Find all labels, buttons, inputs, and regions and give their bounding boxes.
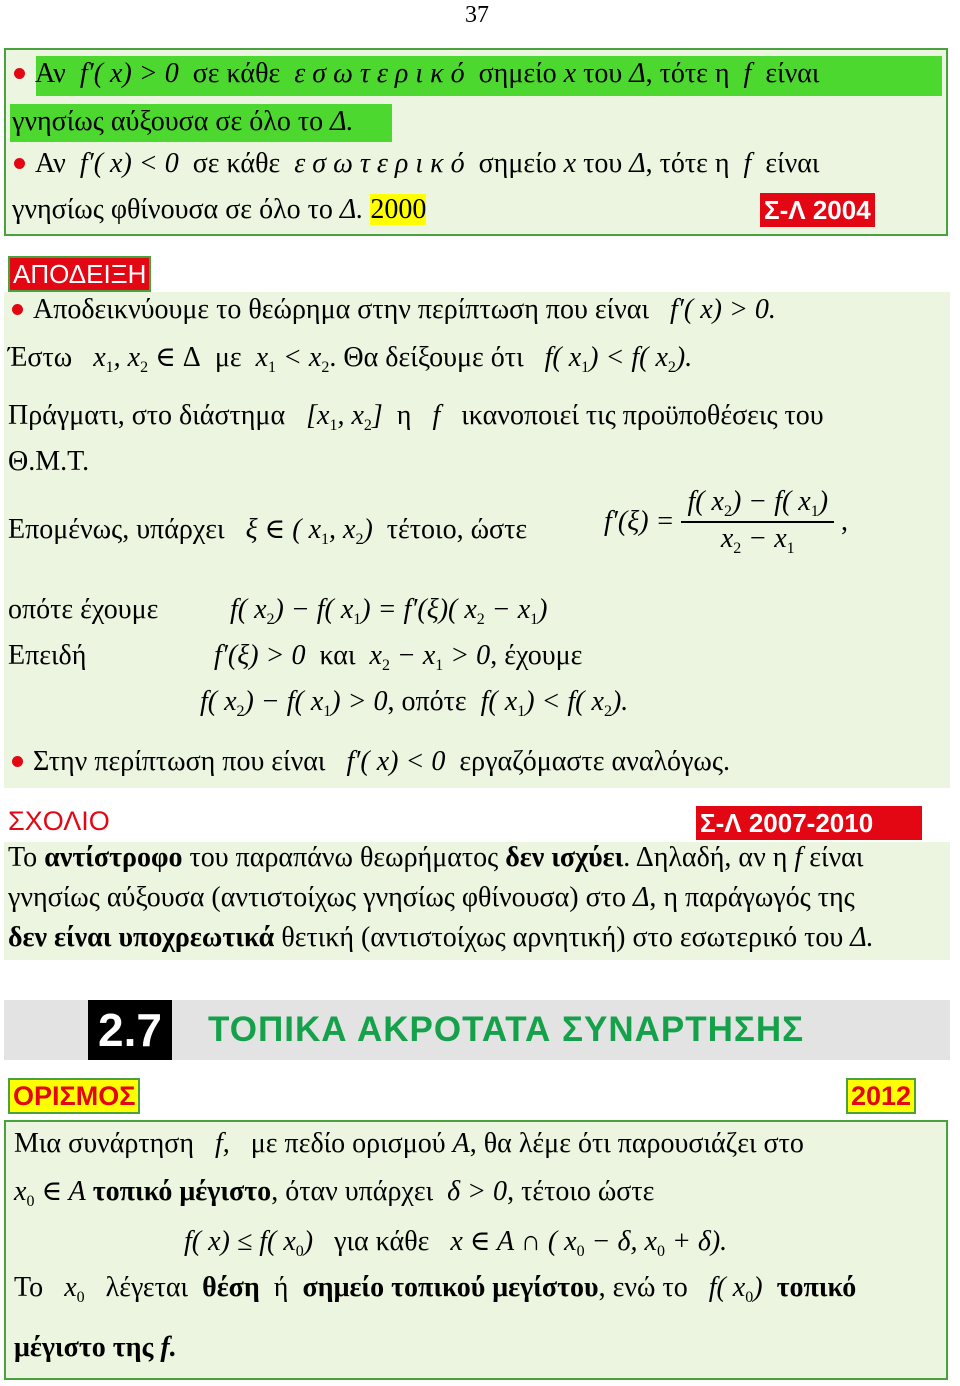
definition-line-4	[14, 1272, 856, 1307]
text: γνησίως αύξουσα (αντιστοίχως γνησίως φθίνουσα) στο	[8, 882, 626, 913]
formula: [$x_1$, $x_2$]	[306, 400, 383, 434]
text: Επειδή	[8, 640, 87, 671]
text: , όταν υπάρχει	[271, 1176, 434, 1207]
proof-line-2: Έστω $x_1$, $x_2$ ∈ Δ με $x_1 < x_2$. Θα δείξουμε ότι f( $x_1) < f$( $x_2$).	[8, 342, 693, 376]
text: σε κάθε	[192, 148, 281, 179]
formula: δ > 0	[447, 1176, 508, 1207]
bullet-icon	[12, 756, 23, 767]
text: είναι	[809, 842, 864, 873]
text-bold: δεν είναι υποχρεωτικά	[8, 922, 275, 953]
text-bold: σημείο τοπικού μεγίστου	[302, 1272, 599, 1303]
theorem-item-1	[14, 58, 819, 90]
var-delta: Δ.	[339, 194, 364, 225]
proof-line-6	[8, 594, 158, 626]
year-badge: 2000	[370, 194, 427, 225]
text: , τότε η	[645, 58, 730, 89]
text: Επομένως, υπάρχει	[8, 514, 225, 545]
section-title: ΤΟΠΙΚΑ ΑΚΡΟΤΑΤΑ ΣΥΝΑΡΤΗΣΗΣ	[208, 1010, 805, 1049]
text: Αποδεικνύουμε το θεώρημα στην περίπτωση που είναι	[33, 294, 650, 325]
text: Το	[14, 1272, 44, 1303]
text: Μια συνάρτηση	[14, 1128, 194, 1159]
var-A: Α	[452, 1128, 470, 1159]
text: του παραπάνω θεωρήματος	[189, 842, 499, 873]
text: , τέτοιο ώστε	[507, 1176, 655, 1207]
text: σημείο	[478, 148, 557, 179]
text-bold: δεν ισχύει	[505, 842, 624, 873]
formula: x ∈ A ∩ ( $x_0 - \delta$, $x_0 + \delta$).	[450, 1226, 728, 1260]
theorem-item-1-line2	[12, 106, 354, 138]
formula: f′( x) > 0.	[670, 294, 776, 325]
text: , ενώ το	[598, 1272, 688, 1303]
var-f: f	[743, 58, 752, 89]
formula: f( $x_0$)	[708, 1272, 763, 1306]
formula: ξ ∈ ( $x_1$, $x_2$)	[245, 514, 373, 548]
text: και	[319, 640, 356, 671]
definition-line-3	[184, 1224, 727, 1261]
text-bold: μέγιστο της	[14, 1332, 154, 1363]
proof-line-3	[8, 400, 824, 435]
bullet-icon	[14, 68, 25, 79]
fraction: $\frac{f( x_2) - f( x_1)}{x_2 - x_1}$	[681, 486, 834, 558]
text: ή	[273, 1272, 289, 1303]
text: θετική (αντιστοίχως αρνητική) στο εσωτερικό του	[281, 922, 844, 953]
var-delta: Δ	[629, 148, 646, 179]
formula: f′( x) < 0	[346, 746, 446, 777]
proof-line-4: Θ.Μ.Τ.	[8, 446, 90, 477]
formula-line-7: f′(ξ) > 0 και $x_2 - x_1 > 0$, έχουμε	[214, 640, 583, 674]
text-inner: ε σ ω τ ε ρ ι κ ό	[294, 58, 465, 89]
text: , έχουμε	[490, 640, 583, 671]
formula: f( x) ≤ f( $x_0$)	[184, 1226, 314, 1260]
formula: $x_0$ ∈ A	[14, 1176, 86, 1210]
var-delta: Δ	[632, 882, 650, 913]
text: Έστω	[8, 342, 73, 373]
text: οπότε έχουμε	[8, 594, 159, 625]
text-bold: τοπικό μέγιστο	[92, 1176, 272, 1207]
comment-line-3	[8, 922, 874, 954]
text: γνησίως αύξουσα σε όλο το	[12, 106, 324, 137]
text: σε κάθε	[192, 58, 281, 89]
text: λέγεται	[105, 1272, 189, 1303]
var-f: f	[794, 842, 803, 873]
proof-line-5	[8, 512, 527, 549]
comment-line-1	[8, 842, 863, 874]
text: , θα λέμε ότι παρουσιάζει στο	[469, 1128, 804, 1159]
text: εργαζόμαστε αναλόγως.	[459, 746, 730, 777]
var-f: f,	[215, 1128, 230, 1159]
text: είναι	[765, 58, 820, 89]
bullet-icon	[12, 304, 23, 315]
text-bold: αντίστροφο	[44, 842, 183, 873]
text: , η παράγωγός της	[649, 882, 855, 913]
text: . Δηλαδή, αν η	[623, 842, 788, 873]
var-x: x	[563, 58, 577, 89]
formula: f( $x_1) < f$( $x_2$).	[544, 342, 693, 376]
proof-heading: ΑΠΟΔΕΙΞΗ	[8, 256, 151, 292]
text: είναι	[765, 148, 820, 179]
text: με πεδίο ορισμού	[250, 1128, 446, 1159]
formula: $x_0$	[64, 1272, 85, 1306]
theorem-item-2	[14, 148, 819, 180]
text: γνησίως φθίνουσα σε όλο το	[12, 194, 333, 225]
proof-line-last	[12, 746, 730, 778]
exam-tag: Σ-Λ 2004	[760, 193, 875, 227]
formula: $x_1$, $x_2$	[93, 342, 149, 376]
text: με	[214, 342, 242, 373]
formula-derivative-negative: f′( x) < 0	[79, 148, 179, 179]
text: Το	[8, 842, 38, 873]
definition-line-1	[14, 1128, 804, 1160]
bullet-icon	[14, 158, 25, 169]
comment-heading: ΣΧΟΛΙΟ	[8, 806, 110, 836]
text: του	[583, 58, 623, 89]
definition-year-tag: 2012	[846, 1078, 916, 1114]
var-f: f	[432, 400, 441, 431]
text: Πράγματι, στο διάστημα	[8, 400, 286, 431]
text: τέτοιο, ώστε	[386, 514, 528, 545]
var-delta: Δ.	[330, 106, 354, 137]
text: η	[396, 400, 412, 431]
var-delta: Δ.	[850, 922, 874, 953]
proof-line-7	[8, 640, 86, 672]
text: ικανοποιεί τις προϋποθέσεις του	[461, 400, 824, 431]
text-inner: ε σ ω τ ε ρ ι κ ό	[294, 148, 465, 179]
formula: $x_1 < x_2$	[255, 342, 330, 376]
text-bold: τοπικό	[776, 1272, 857, 1303]
formula-derivative-positive: f′( x) > 0	[79, 58, 179, 89]
var-x: x	[563, 148, 577, 179]
proof-line-8: f( $x_2) - f$( $x_1) > 0$, οπότε f( $x_1) < f$( $x_2$).	[200, 686, 629, 720]
text: , οπότε	[387, 686, 467, 717]
text: . Θα δείξουμε ότι	[329, 342, 524, 373]
text: για κάθε	[334, 1226, 430, 1257]
comment-line-2	[8, 882, 855, 914]
text: Αν	[35, 58, 66, 89]
text: , τότε η	[645, 148, 730, 179]
text: Αν	[35, 148, 66, 179]
var-f: f	[743, 148, 752, 179]
text: σημείο	[478, 58, 557, 89]
text-bold: θέση	[202, 1272, 260, 1303]
page-number: 37	[465, 2, 489, 28]
definition-heading: ΟΡΙΣΜΟΣ	[8, 1078, 140, 1114]
mvt-formula: f′(ξ) = $\frac{f( x_2) - f( x_1)}{x_2 - x_1}$ ,	[604, 486, 849, 557]
proof-line-1	[12, 294, 776, 326]
definition-line-2	[14, 1174, 654, 1211]
var-delta: Δ	[629, 58, 646, 89]
theorem-item-2-line2	[12, 194, 426, 226]
comment-exam-tag: Σ-Λ 2007-2010	[696, 806, 922, 840]
var-f: f.	[160, 1332, 177, 1363]
section-number: 2.7	[88, 1000, 172, 1060]
formula-line-6: f( $x_2) - f$( $x_1) = f'(\xi)$( $x_2 - x_1$)	[230, 594, 548, 628]
definition-line-5	[14, 1332, 177, 1364]
text: του	[583, 148, 623, 179]
text: Στην περίπτωση που είναι	[33, 746, 326, 777]
